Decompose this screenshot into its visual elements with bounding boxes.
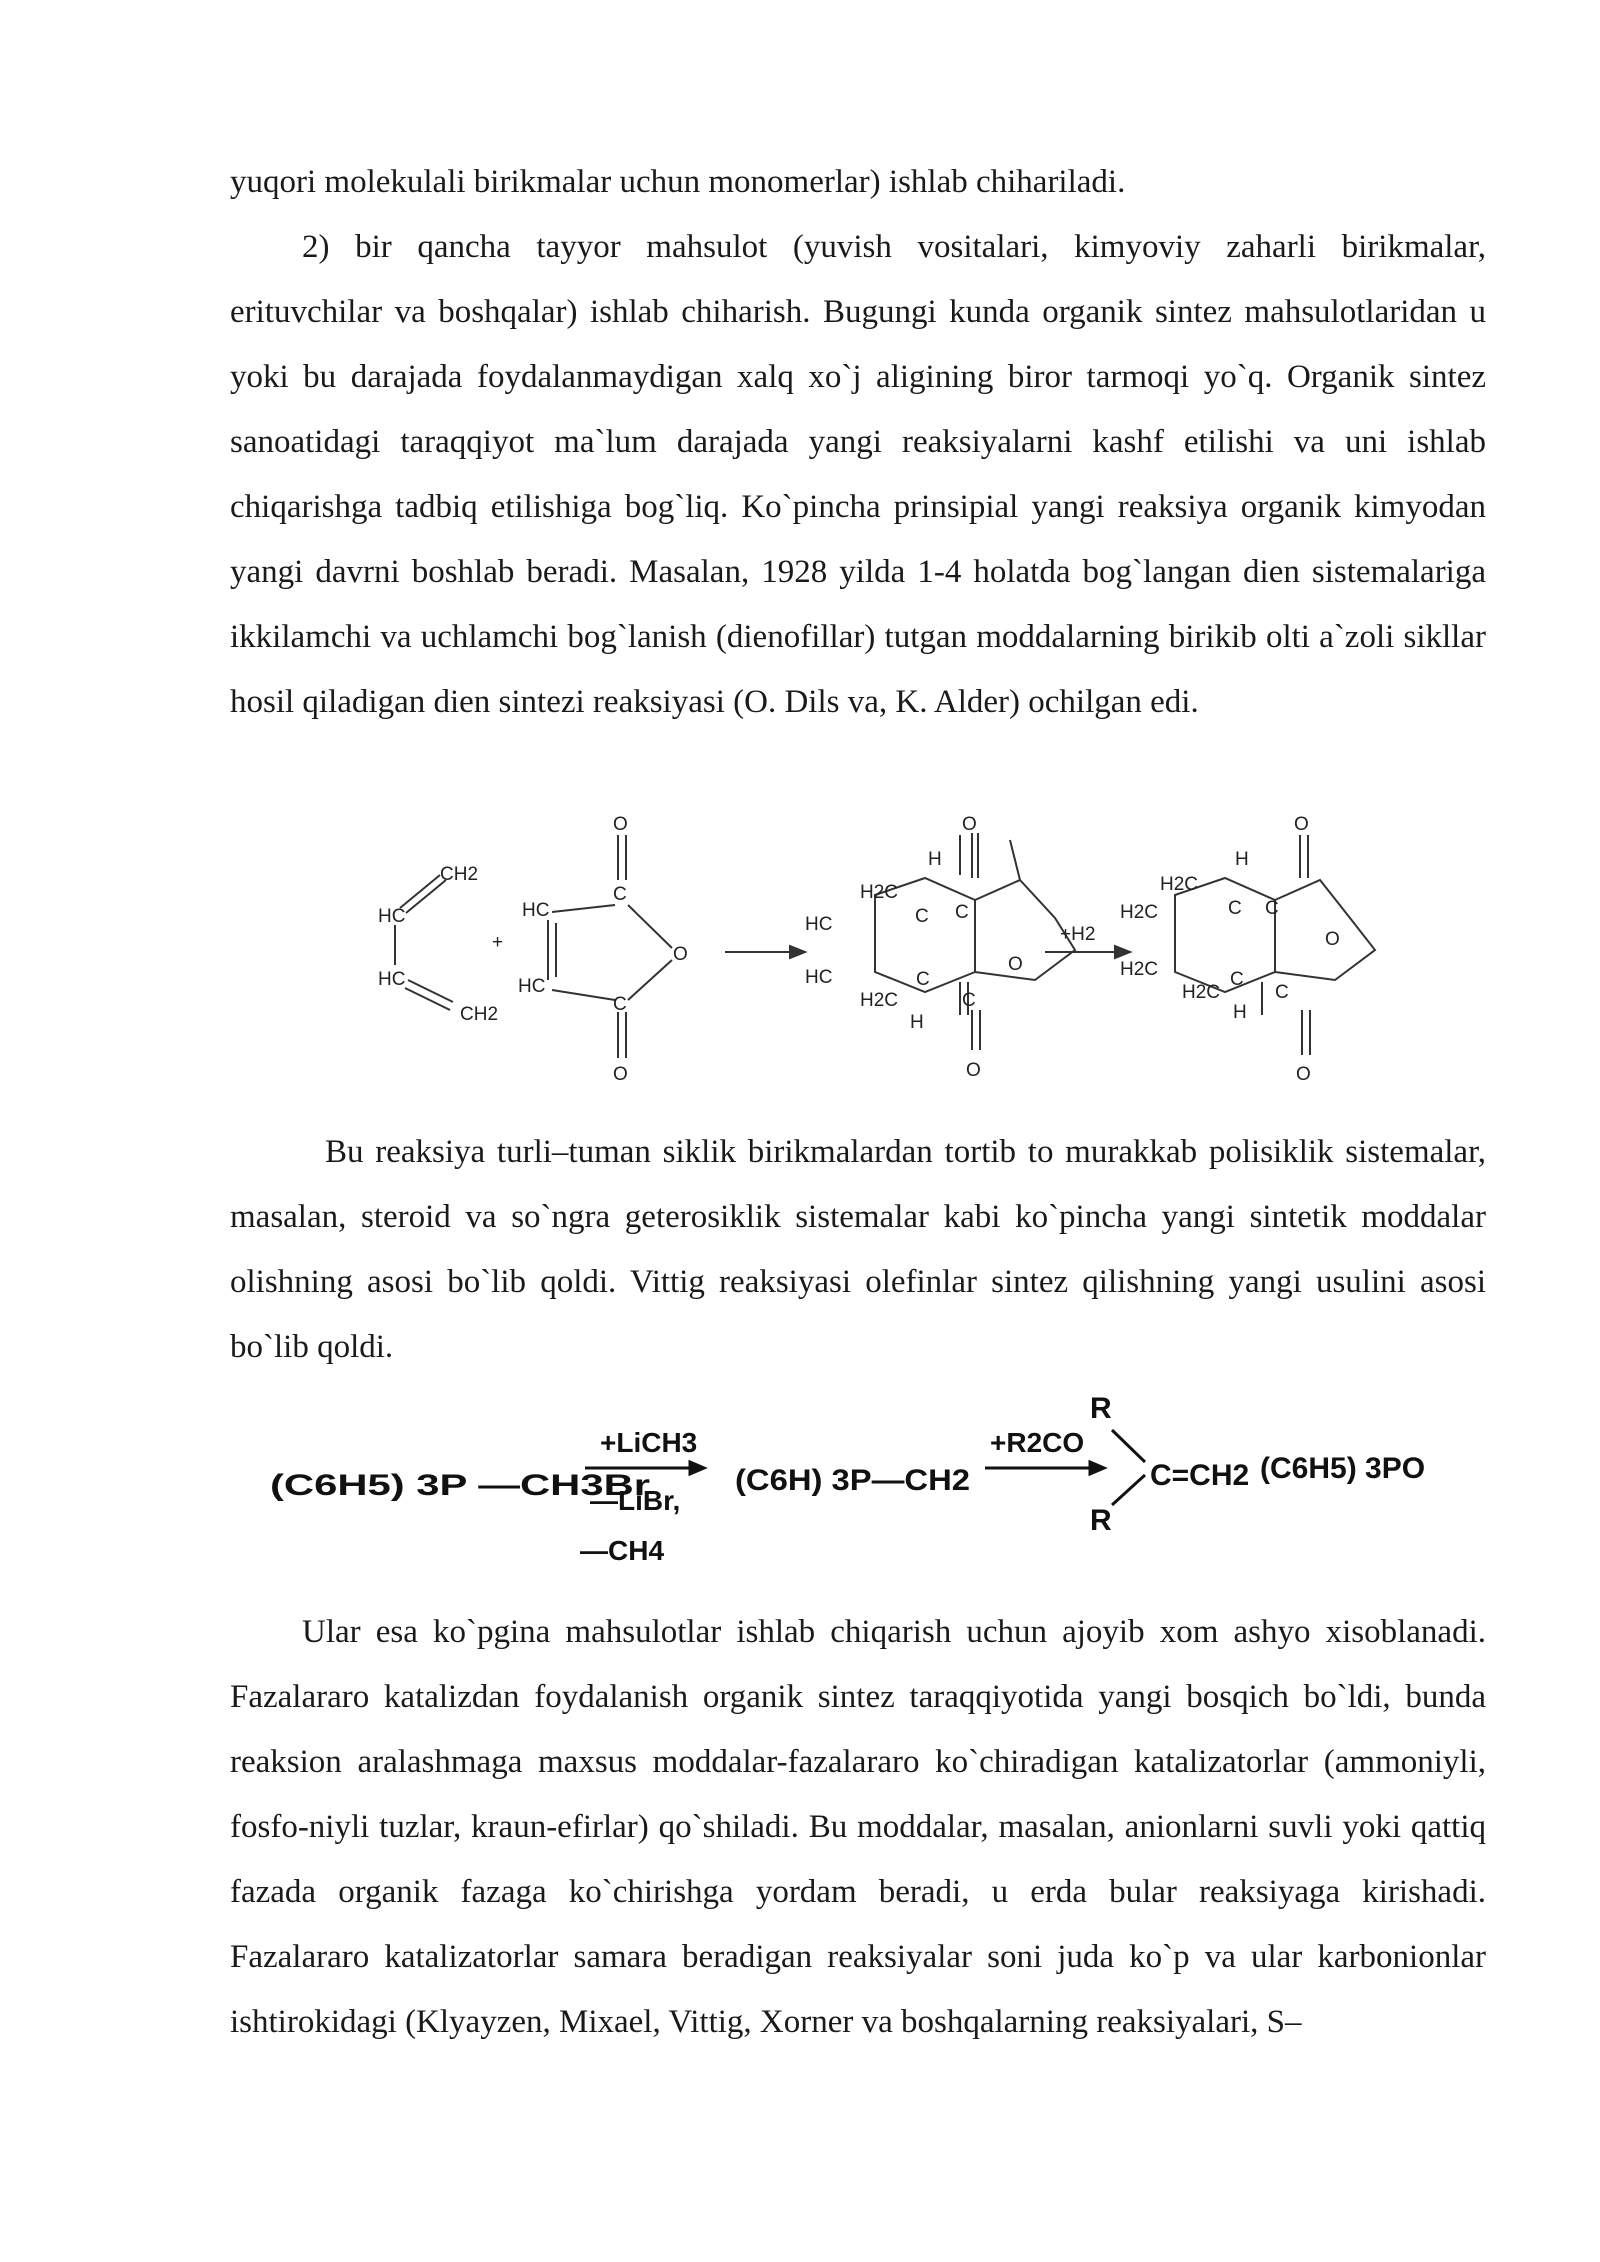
product-h2c-top: H2C	[1160, 874, 1199, 895]
wittig-reagent-bot1: —LiBr,	[590, 1485, 681, 1516]
adduct-c-3: C	[916, 969, 930, 990]
wittig-r-bot: R	[1090, 1504, 1112, 1537]
product-h-top: H	[1235, 849, 1249, 870]
reagent-h2: +H2	[1060, 924, 1096, 945]
wittig-reactant: (C6H5) 3P —CH3Br	[270, 1469, 651, 1502]
adduct-hc-top: HC	[805, 914, 833, 935]
diels-alder-scheme	[0, 800, 1600, 1100]
anhydride-c-bot: C	[613, 994, 627, 1015]
wittig-reagent-top: +LiCH3	[600, 1427, 698, 1458]
wittig-scheme	[0, 1390, 1600, 1580]
anhydride-o-bot: O	[613, 1064, 628, 1085]
diene-ch2-bot: CH2	[460, 1004, 499, 1025]
adduct-o-ring: O	[1008, 954, 1023, 975]
product-o-ring: O	[1325, 929, 1340, 950]
adduct-o-top: O	[962, 814, 977, 835]
product-h2c-left-1: H2C	[1120, 902, 1159, 923]
anhydride-c-top: C	[613, 884, 627, 905]
adduct-h-top: H	[928, 849, 942, 870]
diene-ch2-top: CH2	[440, 864, 479, 885]
product-o-top: O	[1294, 814, 1309, 835]
product-c-3: C	[1230, 969, 1244, 990]
anhydride-o-ring: O	[673, 944, 688, 965]
product-c-4: C	[1275, 982, 1289, 1003]
wittig-alkene: C=CH2	[1150, 1459, 1250, 1492]
anhydride-hc-top: HC	[522, 900, 550, 921]
adduct-o-bot: O	[966, 1060, 981, 1081]
paragraph-organic-synthesis: 2) bir qancha tayyor mahsulot (yuvish vositalari, kimyoviy zaharli birikmalar, erituvchilar va boshqalar) ishlab chiharish. Bugungi kunda organik sintez mahsulotlaridan u yoki bu darajada foydalanmaydigan xalq xo`j aligining biror tarmoqi yo`q. Organik sintez sanoatidagi taraqqiyot ma`lum darajada yangi reaksiyalarni kashf etilishi va uni ishlab chiqarishga tadbiq etilishiga bog`liq. Ko`pincha prinsipial yangi reaksiya organik kimyodan yangi davrni boshlab beradi. Masalan, 1928 yilda 1-4 holatda bog`langan dien sistemalariga ikkilamchi va uchlamchi bog`lanish (dienofillar) tutgan moddalarning birikib olti a`zoli sikllar hosil qiladigan dien sintezi reaksiyasi (O. Dils va, K. Alder) ochilgan edi.	[230, 229, 1486, 720]
anhydride-o-top: O	[613, 814, 628, 835]
diene-hc-2: HC	[378, 969, 406, 990]
product-h2c-left-2: H2C	[1120, 959, 1159, 980]
anhydride-hc-bot: HC	[518, 976, 546, 997]
product-c-1: C	[1228, 898, 1242, 919]
adduct-h2c-top: H2C	[860, 882, 899, 903]
diene-hc-1: HC	[378, 906, 406, 927]
adduct-c-4: C	[962, 990, 976, 1011]
paragraph-phase-transfer: Ular esa ko`pgina mahsulotlar ishlab chiqarish uchun ajoyib xom ashyo xisoblanadi. Fazalararo katalizdan foydalanish organik sintez taraqqiyotida yangi bosqich bo`ldi, bunda reaksion aralashmaga maxsus moddalar-fazalararo ko`chiradigan katalizatorlar (ammoniyli, fosfo-niyli tuzlar, kraun-efirlar) qo`shiladi. Bu moddalar, masalan, anionlarni suvli yoki qattiq fazada organik fazaga ko`chirishga yordam beradi, u erda bular reaksiyaga kirishadi. Fazalararo katalizatorlar samara beradigan reaksiyalar soni juda ko`p va ular karbonionlar ishtirokidagi (Klyayzen, Mixael, Vittig, Xorner va boshqalarning reaksiyalari, S–	[230, 1614, 1486, 2040]
wittig-r-top: R	[1090, 1392, 1112, 1425]
paragraph-reaction-applications: Bu reaksiya turli–tuman siklik birikmalardan tortib to murakkab polisiklik sistemalar, masalan, steroid va so`ngra geterosiklik sistemalar kabi ko`pincha yangi sintetik moddalar olishning asosi bo`lib qoldi. Vittig reaksiyasi olefinlar sintez qilishning yangi usulini asosi bo`lib qoldi.	[230, 1134, 1486, 1365]
adduct-hc-bot: HC	[805, 967, 833, 988]
adduct-h2c-bot: H2C	[860, 990, 899, 1011]
adduct-c-2: C	[955, 902, 969, 923]
adduct-h-bot: H	[910, 1012, 924, 1033]
wittig-ylide: (C6H) 3P—CH2	[735, 1464, 970, 1497]
product-c-2: C	[1265, 898, 1279, 919]
adduct-c-1: C	[915, 906, 929, 927]
wittig-reagent-bot2: —CH4	[580, 1535, 665, 1566]
product-h-bot: H	[1233, 1002, 1247, 1023]
wittig-reagent-r2co: +R2CO	[990, 1427, 1085, 1458]
product-h2c-bot: H2C	[1182, 982, 1221, 1003]
product-o-bot: O	[1296, 1064, 1311, 1085]
plus-sign: +	[492, 932, 504, 953]
paragraph-intro-tail: yuqori molekulali birikmalar uchun monomerlar) ishlab chihariladi.	[230, 164, 1126, 200]
wittig-byproduct: (C6H5) 3PO	[1260, 1452, 1426, 1485]
